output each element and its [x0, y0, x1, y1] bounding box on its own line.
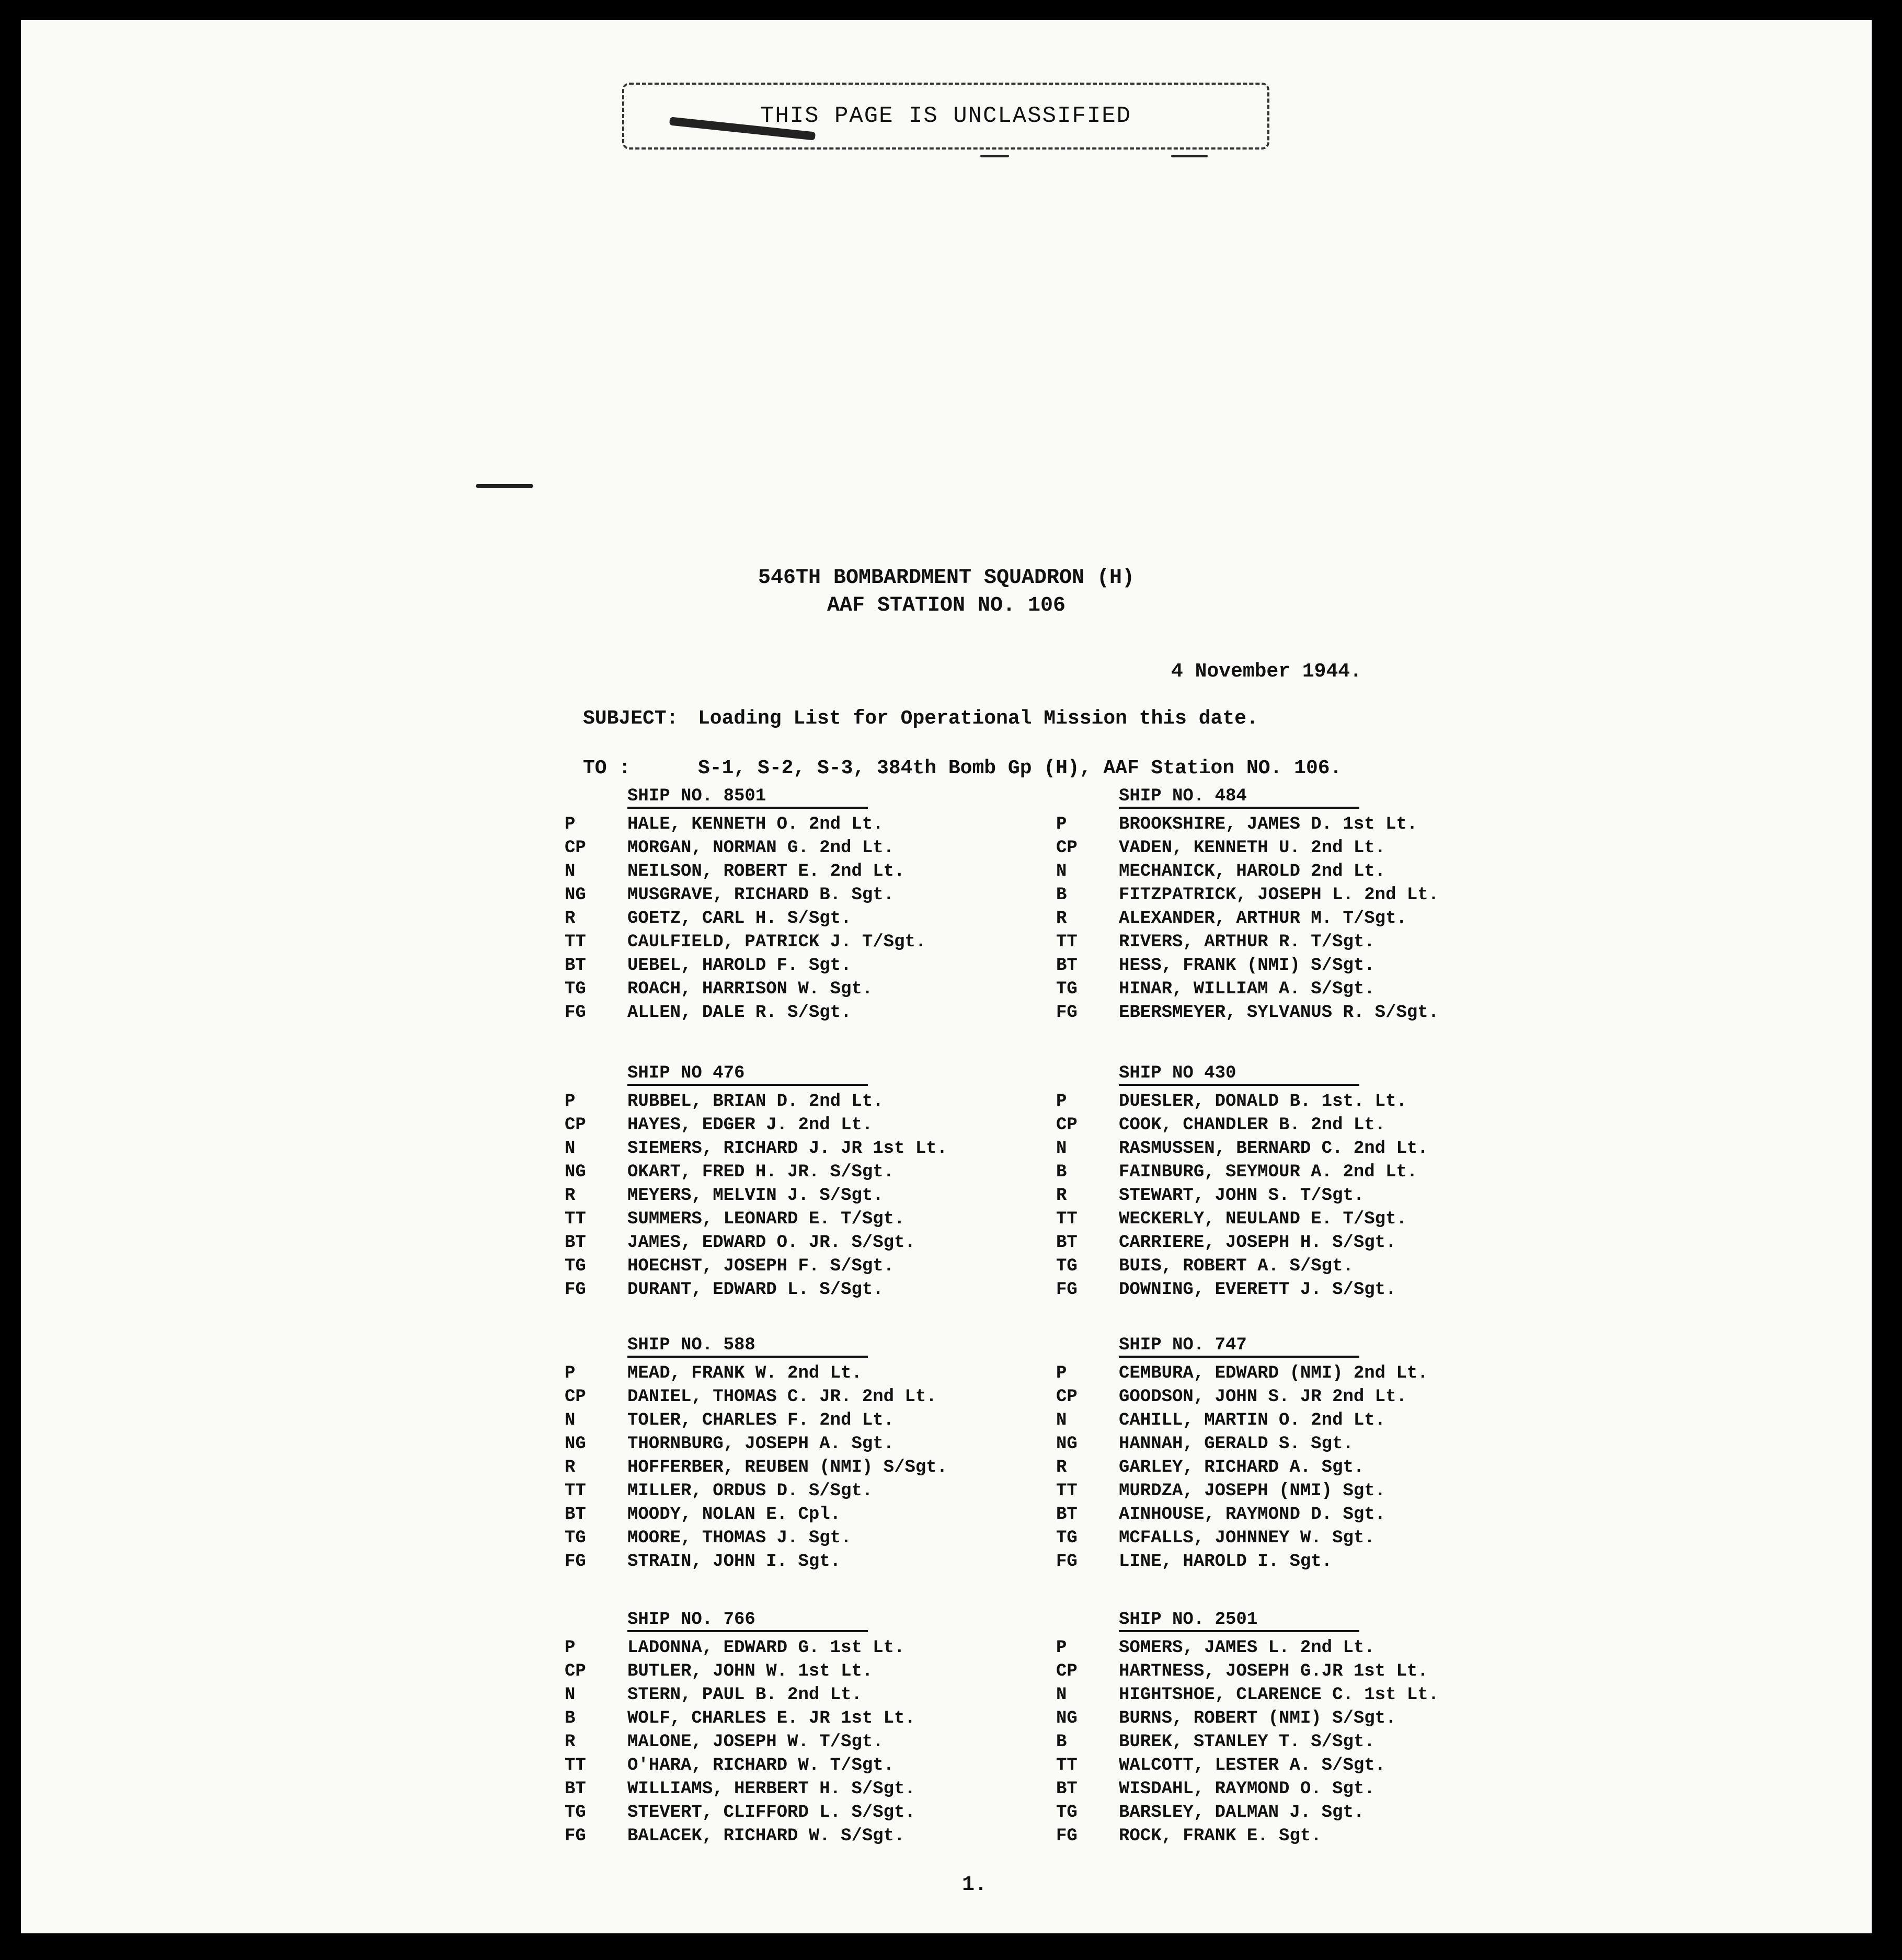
- crew-name: SUMMERS, LEONARD E. T/Sgt.: [627, 1209, 905, 1229]
- crew-row: [565, 1137, 1067, 1161]
- crew-name: BROOKSHIRE, JAMES D. 1st Lt.: [1119, 815, 1418, 834]
- crew-name: DUESLER, DONALD B. 1st. Lt.: [1119, 1092, 1407, 1111]
- ship-block: [1056, 1063, 1558, 1302]
- crew-row: [1056, 978, 1558, 1001]
- crew-row: [565, 1432, 1067, 1456]
- crew-name: LINE, HAROLD I. Sgt.: [1119, 1552, 1333, 1572]
- crew-name: DURANT, EDWARD L. S/Sgt.: [627, 1280, 884, 1300]
- crew-row: [565, 1730, 1067, 1754]
- crew-position: R: [1056, 909, 1067, 929]
- crew-row: [1056, 1683, 1558, 1707]
- crew-position: NG: [1056, 1434, 1078, 1454]
- crew-row: [565, 813, 1067, 836]
- crew-name: RUBBEL, BRIAN D. 2nd Lt.: [627, 1092, 884, 1111]
- ship-block: [565, 1063, 1067, 1302]
- crew-name: MEAD, FRANK W. 2nd Lt.: [627, 1363, 862, 1383]
- crew-position: FG: [565, 1280, 586, 1300]
- to-line: [583, 757, 1342, 780]
- crew-position: BT: [565, 1233, 586, 1253]
- crew-name: FITZPATRICK, JOSEPH L. 2nd Lt.: [1119, 885, 1439, 905]
- crew-name: SIEMERS, RICHARD J. JR 1st Lt.: [627, 1139, 948, 1159]
- crew-row: [1056, 1184, 1558, 1208]
- crew-name: ALLEN, DALE R. S/Sgt.: [627, 1003, 852, 1023]
- crew-name: RIVERS, ARTHUR R. T/Sgt.: [1119, 932, 1375, 952]
- crew-position: FG: [565, 1552, 586, 1572]
- crew-position: N: [1056, 1139, 1067, 1159]
- crew-name: SOMERS, JAMES L. 2nd Lt.: [1119, 1638, 1375, 1658]
- crew-row: [565, 836, 1067, 860]
- crew-row: [1056, 1527, 1558, 1550]
- crew-row: [1056, 1550, 1558, 1574]
- crew-name: HIGHTSHOE, CLARENCE C. 1st Lt.: [1119, 1685, 1439, 1705]
- crew-position: TT: [1056, 1481, 1078, 1501]
- crew-position: R: [1056, 1458, 1067, 1477]
- crew-name: BUREK, STANLEY T. S/Sgt.: [1119, 1732, 1375, 1752]
- crew-row: [565, 1090, 1067, 1114]
- crew-row: [565, 1161, 1067, 1184]
- document-date: 4 November 1944.: [1171, 660, 1362, 683]
- crew-name: HINAR, WILLIAM A. S/Sgt.: [1119, 979, 1375, 999]
- crew-position: FG: [1056, 1003, 1078, 1023]
- crew-row: [565, 1278, 1067, 1302]
- crew-position: TG: [565, 1256, 586, 1276]
- crew-row: [1056, 1137, 1558, 1161]
- crew-name: STRAIN, JOHN I. Sgt.: [627, 1552, 841, 1572]
- crew-row: [565, 954, 1067, 978]
- crew-name: AINHOUSE, RAYMOND D. Sgt.: [1119, 1505, 1386, 1525]
- crew-row: [1056, 884, 1558, 907]
- crew-row: [565, 1825, 1067, 1848]
- crew-name: HAYES, EDGER J. 2nd Lt.: [627, 1115, 873, 1135]
- crew-name: MALONE, JOSEPH W. T/Sgt.: [627, 1732, 884, 1752]
- crew-name: CAHILL, MARTIN O. 2nd Lt.: [1119, 1411, 1386, 1430]
- crew-row: [1056, 1208, 1558, 1231]
- crew-name: HOECHST, JOSEPH F. S/Sgt.: [627, 1256, 895, 1276]
- crew-name: HANNAH, GERALD S. Sgt.: [1119, 1434, 1354, 1454]
- crew-row: [1056, 1385, 1558, 1409]
- crew-position: TG: [565, 979, 586, 999]
- crew-position: B: [1056, 885, 1067, 905]
- crew-name: DOWNING, EVERETT J. S/Sgt.: [1119, 1280, 1396, 1300]
- subject-text: Loading List for Operational Mission this date.: [698, 707, 1258, 730]
- crew-row: [565, 931, 1067, 954]
- crew-row: [1056, 1278, 1558, 1302]
- crew-name: ROACH, HARRISON W. Sgt.: [627, 979, 873, 999]
- crew-name: DANIEL, THOMAS C. JR. 2nd Lt.: [627, 1387, 937, 1407]
- crew-position: BT: [1056, 956, 1078, 976]
- crew-position: CP: [1056, 1387, 1078, 1407]
- crew-row: [565, 860, 1067, 884]
- crew-name: CAULFIELD, PATRICK J. T/Sgt.: [627, 932, 926, 952]
- crew-name: MOODY, NOLAN E. Cpl.: [627, 1505, 841, 1525]
- crew-name: FAINBURG, SEYMOUR A. 2nd Lt.: [1119, 1162, 1418, 1182]
- crew-name: EBERSMEYER, SYLVANUS R. S/Sgt.: [1119, 1003, 1439, 1023]
- crew-name: OKART, FRED H. JR. S/Sgt.: [627, 1162, 895, 1182]
- subject-line: [583, 707, 1258, 730]
- crew-name: GOETZ, CARL H. S/Sgt.: [627, 909, 852, 929]
- classification-banner: THIS PAGE IS UNCLASSIFIED: [622, 83, 1269, 150]
- crew-position: BT: [565, 956, 586, 976]
- to-label: TO :: [583, 757, 631, 780]
- crew-row: [565, 1801, 1067, 1825]
- ship-title: SHIP NO 476: [627, 1063, 868, 1086]
- squadron-heading: 546TH BOMBARDMENT SQUADRON (H): [758, 566, 1135, 590]
- crew-row: [1056, 1432, 1558, 1456]
- crew-name: STEVERT, CLIFFORD L. S/Sgt.: [627, 1803, 915, 1823]
- crew-row: [565, 1660, 1067, 1683]
- crew-row: [565, 1550, 1067, 1574]
- crew-row: [565, 1778, 1067, 1801]
- crew-position: CP: [1056, 1115, 1078, 1135]
- crew-row: [1056, 954, 1558, 978]
- crew-row: [1056, 1114, 1558, 1137]
- crew-name: MILLER, ORDUS D. S/Sgt.: [627, 1481, 873, 1501]
- crew-row: [1056, 836, 1558, 860]
- crew-row: [565, 1362, 1067, 1385]
- crew-row: [565, 1255, 1067, 1278]
- crew-name: JAMES, EDWARD O. JR. S/Sgt.: [627, 1233, 915, 1253]
- crew-position: NG: [565, 1434, 586, 1454]
- crew-name: WOLF, CHARLES E. JR 1st Lt.: [627, 1709, 915, 1728]
- crew-position: P: [1056, 1363, 1067, 1383]
- crew-position: P: [1056, 1638, 1067, 1658]
- smudge-mark: [476, 484, 533, 488]
- crew-row: [1056, 1503, 1558, 1527]
- crew-name: STERN, PAUL B. 2nd Lt.: [627, 1685, 862, 1705]
- crew-position: TG: [565, 1803, 586, 1823]
- station-heading: AAF STATION NO. 106: [827, 594, 1066, 617]
- crew-row: [1056, 1636, 1558, 1660]
- crew-row: [565, 1114, 1067, 1137]
- crew-row: [1056, 1480, 1558, 1503]
- crew-row: [565, 1754, 1067, 1778]
- crew-row: [1056, 1001, 1558, 1025]
- crew-position: TT: [565, 932, 586, 952]
- crew-name: UEBEL, HAROLD F. Sgt.: [627, 956, 852, 976]
- crew-position: CP: [1056, 838, 1078, 858]
- crew-row: [1056, 1778, 1558, 1801]
- crew-row: [565, 1456, 1067, 1480]
- ship-title: SHIP NO. 766: [627, 1609, 868, 1632]
- ship-title: SHIP NO 430: [1119, 1063, 1359, 1086]
- crew-row: [1056, 1255, 1558, 1278]
- crew-row: [1056, 1754, 1558, 1778]
- crew-name: BUTLER, JOHN W. 1st Lt.: [627, 1661, 873, 1681]
- crew-name: WISDAHL, RAYMOND O. Sgt.: [1119, 1779, 1375, 1799]
- crew-position: TT: [565, 1481, 586, 1501]
- crew-name: THORNBURG, JOSEPH A. Sgt.: [627, 1434, 895, 1454]
- crew-row: [1056, 1161, 1558, 1184]
- crew-name: VADEN, KENNETH U. 2nd Lt.: [1119, 838, 1386, 858]
- crew-position: TG: [1056, 1256, 1078, 1276]
- crew-row: [565, 1385, 1067, 1409]
- ship-block: [565, 1609, 1067, 1848]
- crew-name: MORGAN, NORMAN G. 2nd Lt.: [627, 838, 895, 858]
- crew-row: [565, 1184, 1067, 1208]
- crew-name: CARRIERE, JOSEPH H. S/Sgt.: [1119, 1233, 1396, 1253]
- crew-row: [1056, 1825, 1558, 1848]
- crew-name: ALEXANDER, ARTHUR M. T/Sgt.: [1119, 909, 1407, 929]
- crew-row: [565, 884, 1067, 907]
- crew-row: [565, 1480, 1067, 1503]
- crew-name: MOORE, THOMAS J. Sgt.: [627, 1528, 852, 1548]
- crew-name: BALACEK, RICHARD W. S/Sgt.: [627, 1826, 905, 1846]
- crew-position: P: [565, 1092, 576, 1111]
- crew-row: [1056, 1730, 1558, 1754]
- crew-row: [1056, 1707, 1558, 1730]
- ship-title: SHIP NO. 747: [1119, 1335, 1359, 1358]
- crew-row: [565, 978, 1067, 1001]
- crew-position: R: [565, 1186, 576, 1206]
- crew-name: TOLER, CHARLES F. 2nd Lt.: [627, 1411, 895, 1430]
- crew-position: N: [1056, 1685, 1067, 1705]
- crew-position: FG: [1056, 1826, 1078, 1846]
- crew-position: FG: [1056, 1552, 1078, 1572]
- crew-row: [565, 1503, 1067, 1527]
- crew-position: BT: [1056, 1779, 1078, 1799]
- smudge-mark: [980, 155, 1009, 157]
- crew-position: P: [565, 1363, 576, 1383]
- crew-row: [565, 1001, 1067, 1025]
- crew-position: CP: [565, 838, 586, 858]
- crew-name: ROCK, FRANK E. Sgt.: [1119, 1826, 1322, 1846]
- crew-position: FG: [565, 1003, 586, 1023]
- crew-row: [565, 1683, 1067, 1707]
- crew-row: [565, 1707, 1067, 1730]
- crew-position: CP: [565, 1387, 586, 1407]
- subject-label: SUBJECT:: [583, 707, 679, 730]
- crew-position: N: [565, 1411, 576, 1430]
- crew-position: BT: [1056, 1505, 1078, 1525]
- crew-position: TG: [1056, 1803, 1078, 1823]
- crew-position: R: [565, 1458, 576, 1477]
- page-number: 1.: [962, 1873, 988, 1897]
- crew-row: [1056, 931, 1558, 954]
- crew-row: [565, 907, 1067, 931]
- crew-position: FG: [565, 1826, 586, 1846]
- crew-name: CEMBURA, EDWARD (NMI) 2nd Lt.: [1119, 1363, 1428, 1383]
- crew-position: B: [1056, 1162, 1067, 1182]
- crew-position: BT: [565, 1779, 586, 1799]
- crew-row: [565, 1208, 1067, 1231]
- crew-row: [565, 1527, 1067, 1550]
- crew-name: HOFFERBER, REUBEN (NMI) S/Sgt.: [627, 1458, 948, 1477]
- ship-block: [1056, 1609, 1558, 1848]
- crew-position: N: [565, 1139, 576, 1159]
- crew-position: FG: [1056, 1280, 1078, 1300]
- crew-row: [1056, 1090, 1558, 1114]
- crew-name: HARTNESS, JOSEPH G.JR 1st Lt.: [1119, 1661, 1428, 1681]
- crew-position: R: [565, 909, 576, 929]
- ship-title: SHIP NO. 484: [1119, 786, 1359, 809]
- crew-position: N: [1056, 862, 1067, 881]
- to-text: S-1, S-2, S-3, 384th Bomb Gp (H), AAF Station NO. 106.: [698, 757, 1342, 780]
- crew-name: O'HARA, RICHARD W. T/Sgt.: [627, 1756, 895, 1775]
- crew-name: HESS, FRANK (NMI) S/Sgt.: [1119, 956, 1375, 976]
- crew-name: MCFALLS, JOHNNEY W. Sgt.: [1119, 1528, 1375, 1548]
- crew-position: TG: [565, 1528, 586, 1548]
- crew-name: BUIS, ROBERT A. S/Sgt.: [1119, 1256, 1354, 1276]
- crew-position: P: [565, 815, 576, 834]
- crew-row: [1056, 1362, 1558, 1385]
- ship-title: SHIP NO. 8501: [627, 786, 868, 809]
- crew-name: BURNS, ROBERT (NMI) S/Sgt.: [1119, 1709, 1396, 1728]
- crew-position: TT: [1056, 1756, 1078, 1775]
- crew-name: RASMUSSEN, BERNARD C. 2nd Lt.: [1119, 1139, 1428, 1159]
- crew-name: MUSGRAVE, RICHARD B. Sgt.: [627, 885, 895, 905]
- crew-name: WALCOTT, LESTER A. S/Sgt.: [1119, 1756, 1386, 1775]
- crew-position: B: [565, 1709, 576, 1728]
- crew-position: P: [1056, 1092, 1067, 1111]
- crew-name: NEILSON, ROBERT E. 2nd Lt.: [627, 862, 905, 881]
- crew-position: TT: [565, 1209, 586, 1229]
- crew-position: BT: [1056, 1233, 1078, 1253]
- crew-row: [565, 1231, 1067, 1255]
- crew-name: COOK, CHANDLER B. 2nd Lt.: [1119, 1115, 1386, 1135]
- crew-position: P: [1056, 815, 1067, 834]
- crew-row: [565, 1636, 1067, 1660]
- crew-position: NG: [1056, 1709, 1078, 1728]
- crew-name: WILLIAMS, HERBERT H. S/Sgt.: [627, 1779, 915, 1799]
- crew-name: MURDZA, JOSEPH (NMI) Sgt.: [1119, 1481, 1386, 1501]
- crew-name: GARLEY, RICHARD A. Sgt.: [1119, 1458, 1365, 1477]
- crew-position: TG: [1056, 979, 1078, 999]
- crew-row: [1056, 1801, 1558, 1825]
- crew-position: TT: [565, 1756, 586, 1775]
- ship-title: SHIP NO. 588: [627, 1335, 868, 1358]
- smudge-mark: [1171, 155, 1208, 157]
- ship-title: SHIP NO. 2501: [1119, 1609, 1359, 1632]
- crew-position: P: [565, 1638, 576, 1658]
- crew-row: [1056, 1231, 1558, 1255]
- crew-position: CP: [1056, 1661, 1078, 1681]
- ship-block: [565, 1335, 1067, 1574]
- crew-position: CP: [565, 1661, 586, 1681]
- crew-position: TG: [1056, 1528, 1078, 1548]
- crew-name: LADONNA, EDWARD G. 1st Lt.: [627, 1638, 905, 1658]
- crew-position: BT: [565, 1505, 586, 1525]
- crew-position: NG: [565, 1162, 586, 1182]
- crew-position: N: [565, 1685, 576, 1705]
- crew-position: R: [565, 1732, 576, 1752]
- crew-row: [1056, 1456, 1558, 1480]
- crew-name: BARSLEY, DALMAN J. Sgt.: [1119, 1803, 1365, 1823]
- crew-row: [1056, 1409, 1558, 1432]
- crew-row: [1056, 813, 1558, 836]
- crew-position: TT: [1056, 1209, 1078, 1229]
- crew-row: [1056, 907, 1558, 931]
- crew-position: CP: [565, 1115, 586, 1135]
- ship-block: [1056, 786, 1558, 1025]
- document-page: [21, 20, 1872, 1933]
- crew-row: [565, 1409, 1067, 1432]
- crew-position: B: [1056, 1732, 1067, 1752]
- crew-name: WECKERLY, NEULAND E. T/Sgt.: [1119, 1209, 1407, 1229]
- crew-position: N: [565, 862, 576, 881]
- crew-name: MECHANICK, HAROLD 2nd Lt.: [1119, 862, 1386, 881]
- ship-block: [565, 786, 1067, 1025]
- crew-position: N: [1056, 1411, 1067, 1430]
- crew-name: HALE, KENNETH O. 2nd Lt.: [627, 815, 884, 834]
- ship-block: [1056, 1335, 1558, 1574]
- crew-row: [1056, 860, 1558, 884]
- crew-position: R: [1056, 1186, 1067, 1206]
- crew-position: TT: [1056, 932, 1078, 952]
- crew-name: MEYERS, MELVIN J. S/Sgt.: [627, 1186, 884, 1206]
- crew-position: NG: [565, 885, 586, 905]
- crew-name: GOODSON, JOHN S. JR 2nd Lt.: [1119, 1387, 1407, 1407]
- crew-row: [1056, 1660, 1558, 1683]
- crew-name: STEWART, JOHN S. T/Sgt.: [1119, 1186, 1365, 1206]
